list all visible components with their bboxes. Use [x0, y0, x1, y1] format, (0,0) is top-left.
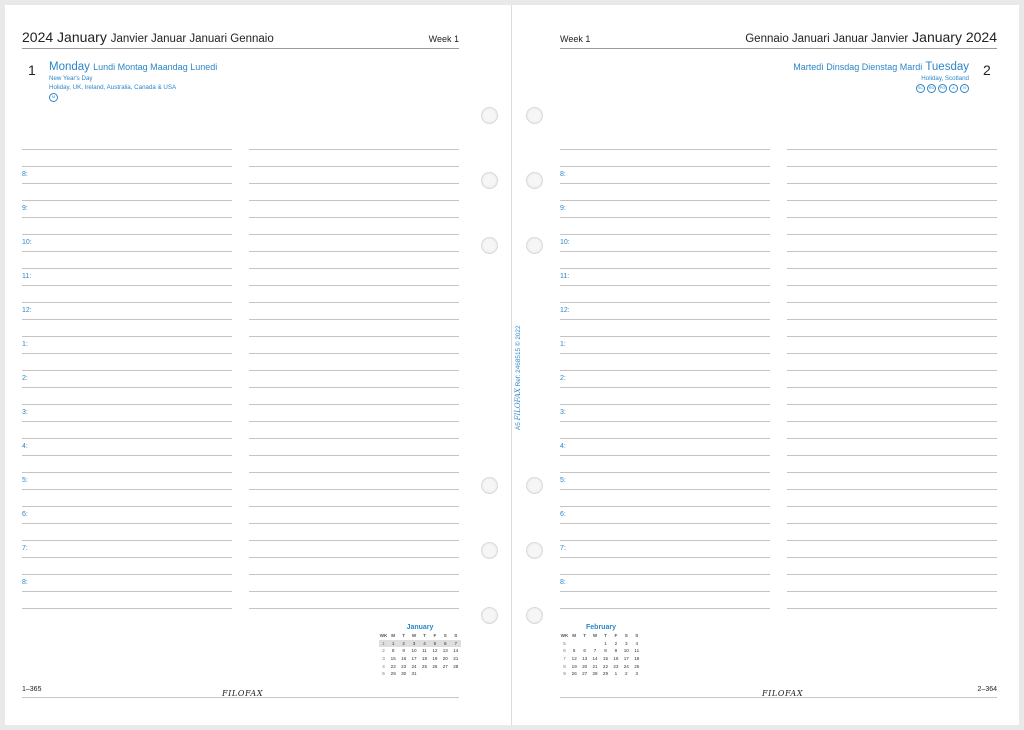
mini-calendar-day-cell: [590, 640, 600, 648]
right-page-number: 2–364: [977, 686, 997, 693]
writing-line: [560, 438, 770, 439]
writing-line: [560, 268, 770, 269]
writing-line: [249, 404, 459, 405]
mini-calendar-day-cell: [430, 670, 440, 678]
mini-calendar-header-cell: WK: [560, 633, 569, 639]
writing-line: [249, 268, 459, 269]
writing-line: [249, 251, 459, 252]
mini-calendar-day-cell: 31: [411, 671, 417, 677]
writing-line: [787, 166, 997, 167]
hour-label: 9:: [22, 205, 28, 212]
mini-calendar-day-cell: 14: [592, 656, 598, 662]
mini-calendar-header-cell: T: [423, 633, 426, 639]
mini-calendar-header-cell: S: [443, 633, 447, 639]
writing-line: [560, 319, 770, 320]
writing-line: [560, 183, 770, 184]
writing-line: [787, 608, 997, 609]
mini-calendar-day-cell: 12: [432, 648, 438, 654]
hour-label: 10:: [560, 239, 570, 246]
mini-calendar-day-cell: 2: [382, 648, 385, 654]
left-brand-logo: FILOFAX: [222, 689, 264, 698]
mini-calendar-day-cell: 23: [401, 663, 407, 669]
writing-line: [249, 591, 459, 592]
left-header: [22, 26, 459, 49]
right-month-title: Gennaio Januari Januar Janvier January 2024: [745, 29, 997, 45]
writing-line: [22, 319, 232, 320]
writing-line: [249, 387, 459, 388]
writing-line: [249, 183, 459, 184]
spine-reference-text: A5 FILOFAX Ref: 2468515 © 2022: [514, 325, 522, 430]
mini-calendar-day-cell: 14: [453, 648, 459, 654]
mini-calendar-day-cell: 27: [582, 671, 588, 677]
binder-hole: [481, 542, 498, 559]
writing-line: [787, 557, 997, 558]
writing-line: [560, 489, 770, 490]
mini-calendar-header-cell: T: [604, 633, 607, 639]
writing-line: [22, 523, 232, 524]
writing-line: [249, 557, 459, 558]
mini-calendar-day-cell: 3: [409, 640, 419, 648]
mini-calendar-day-cell: 17: [411, 656, 417, 662]
writing-line: [249, 200, 459, 201]
writing-line: [787, 455, 997, 456]
left-day-notes: [49, 75, 176, 92]
right-brand-logo: FILOFAX: [762, 689, 804, 698]
mini-calendar-day-cell: [569, 640, 579, 648]
hour-label: 8:: [560, 171, 566, 178]
writing-line: [249, 608, 459, 609]
mini-calendar-day-cell: 9: [402, 648, 405, 654]
mini-calendar-day-cell: 3: [625, 640, 628, 646]
left-week-label: Week 1: [428, 34, 459, 44]
writing-line: [22, 200, 232, 201]
writing-line: [560, 404, 770, 405]
mini-calendar-day-cell: 19: [432, 656, 438, 662]
mini-calendar-day-cell: 5: [572, 648, 576, 654]
right-day-name: Martedì Dinsdag Dienstag Mardi Tuesday: [793, 61, 969, 73]
writing-line: [787, 370, 997, 371]
writing-line: [249, 455, 459, 456]
writing-line: [787, 489, 997, 490]
mini-calendar-day-cell: 4: [635, 640, 639, 646]
mini-calendar-header-cell: W: [411, 633, 417, 639]
hour-label: 8:: [22, 171, 28, 178]
mini-calendar-day-cell: 6: [563, 648, 566, 654]
hour-label: 4:: [560, 443, 566, 450]
mini-calendar-month: January: [406, 624, 434, 631]
binder-hole: [481, 607, 498, 624]
writing-line: [787, 183, 997, 184]
writing-line: [560, 574, 770, 575]
writing-line: [22, 489, 232, 490]
hour-label: 8:: [22, 579, 28, 586]
writing-line: [787, 251, 997, 252]
mini-calendar-day-cell: 17: [623, 656, 629, 662]
right-mini-calendar: [560, 624, 642, 678]
mini-calendar-day-cell: 5: [430, 640, 440, 648]
writing-line: [560, 455, 770, 456]
writing-line: [560, 608, 770, 609]
writing-line: [249, 234, 459, 235]
mini-calendar-day-cell: 9: [614, 648, 618, 654]
writing-line: [249, 217, 459, 218]
writing-line: [787, 353, 997, 354]
hour-label: 7:: [22, 545, 28, 552]
writing-line: [560, 421, 770, 422]
writing-line: [22, 217, 232, 218]
mini-calendar-day-cell: 18: [421, 656, 428, 662]
mini-calendar-header-cell: M: [572, 633, 577, 639]
mini-calendar-day-cell: 3: [635, 671, 639, 677]
mini-calendar-day-cell: 24: [411, 663, 417, 669]
writing-line: [249, 489, 459, 490]
right-day-number: 2: [983, 62, 991, 78]
writing-line: [249, 438, 459, 439]
writing-line: [249, 370, 459, 371]
hour-label: 1:: [22, 341, 28, 348]
mini-calendar-day-cell: 29: [602, 671, 609, 677]
mini-calendar-day-cell: [451, 670, 461, 678]
right-day-notes: [921, 75, 969, 84]
mini-calendar-day-cell: 1: [379, 640, 388, 648]
writing-line: [560, 370, 770, 371]
writing-line: [22, 234, 232, 235]
writing-line: [787, 285, 997, 286]
writing-line: [787, 574, 997, 575]
hour-label: 1:: [560, 341, 566, 348]
binder-hole: [481, 477, 498, 494]
mini-calendar-day-cell: 10: [411, 648, 417, 654]
holiday-badge: M: [49, 93, 58, 102]
writing-line: [249, 302, 459, 303]
mini-calendar-day-cell: 10: [623, 648, 629, 654]
hour-label: 9:: [560, 205, 566, 212]
writing-line: [249, 285, 459, 286]
mini-calendar-day-cell: 23: [613, 663, 619, 669]
writing-line: [560, 149, 770, 150]
mini-calendar-day-cell: 15: [390, 656, 396, 662]
hour-label: 11:: [22, 273, 32, 280]
right-header: [560, 26, 997, 49]
mini-calendar-header-cell: T: [402, 633, 406, 639]
writing-line: [787, 540, 997, 541]
mini-calendar-day-cell: 24: [623, 663, 629, 669]
writing-line: [787, 234, 997, 235]
mini-calendar-header-cell: S: [624, 633, 628, 639]
writing-line: [249, 574, 459, 575]
writing-line: [560, 591, 770, 592]
mini-calendar-day-cell: 21: [453, 656, 459, 662]
hour-label: 4:: [22, 443, 28, 450]
writing-line: [560, 200, 770, 201]
writing-line: [249, 353, 459, 354]
writing-line: [249, 523, 459, 524]
mini-calendar-day-cell: 9: [563, 671, 566, 677]
hour-label: 7:: [560, 545, 566, 552]
left-mini-calendar: [379, 624, 461, 678]
writing-line: [787, 438, 997, 439]
writing-line: [787, 523, 997, 524]
left-page-number: 1–365: [22, 686, 42, 693]
binder-hole: [481, 172, 498, 189]
writing-line: [22, 574, 232, 575]
mini-calendar-day-cell: 27: [442, 663, 448, 669]
writing-line: [787, 591, 997, 592]
writing-line: [560, 166, 770, 167]
mini-calendar-day-cell: 18: [634, 656, 640, 662]
writing-line: [560, 336, 770, 337]
left-month-title: 2024 January Janvier Januar Januari Gennaio: [22, 29, 274, 45]
binder-hole: [481, 107, 498, 124]
left-page: [5, 0, 512, 720]
binder-hole: [526, 107, 543, 124]
writing-line: [22, 608, 232, 609]
writing-line: [22, 421, 232, 422]
writing-line: [787, 268, 997, 269]
hour-label: 11:: [560, 273, 570, 280]
writing-line: [787, 421, 997, 422]
left-holiday-name: New Year's Day: [49, 75, 93, 82]
left-holiday-badges: [49, 93, 58, 102]
mini-calendar-day-cell: 2: [625, 671, 628, 677]
writing-line: [560, 234, 770, 235]
mini-calendar-day-cell: 20: [442, 656, 448, 662]
mini-calendar-day-cell: [419, 670, 429, 678]
writing-line: [22, 472, 232, 473]
writing-line: [787, 336, 997, 337]
mini-calendar-day-cell: 1: [388, 640, 398, 648]
mini-calendar-day-cell: 19: [571, 663, 577, 669]
writing-line: [22, 183, 232, 184]
right-page: [512, 0, 1019, 720]
mini-calendar-day-cell: 8: [391, 648, 395, 654]
mini-calendar-day-cell: 15: [602, 656, 609, 662]
writing-line: [787, 302, 997, 303]
mini-calendar-day-cell: 5: [382, 671, 385, 677]
hour-label: 6:: [560, 511, 566, 518]
mini-calendar-day-cell: 25: [634, 663, 640, 669]
mini-calendar-day-cell: 8: [563, 663, 566, 669]
mini-calendar-day-cell: 21: [592, 663, 598, 669]
mini-calendar-header-cell: WK: [379, 633, 388, 639]
writing-line: [249, 506, 459, 507]
binder-hole: [526, 172, 543, 189]
hour-label: 5:: [22, 477, 28, 484]
mini-calendar-day-cell: 11: [634, 648, 640, 654]
mini-calendar-header-cell: T: [583, 633, 587, 639]
writing-line: [787, 404, 997, 405]
mini-calendar-day-cell: 28: [453, 663, 459, 669]
mini-calendar-day-cell: 26: [432, 663, 438, 669]
writing-line: [22, 268, 232, 269]
writing-line: [560, 506, 770, 507]
writing-line: [787, 319, 997, 320]
writing-line: [249, 149, 459, 150]
mini-calendar-day-cell: 4: [419, 640, 429, 648]
mini-calendar-header-cell: M: [391, 633, 396, 639]
mini-calendar-day-cell: 6: [440, 640, 450, 648]
left-holiday-regions: Holiday, UK, Ireland, Australia, Canada & USA: [49, 83, 177, 91]
writing-line: [787, 506, 997, 507]
writing-line: [249, 166, 459, 167]
hour-label: 5:: [560, 477, 566, 484]
writing-line: [22, 336, 232, 337]
writing-line: [22, 404, 232, 405]
mini-calendar-day-cell: 25: [421, 663, 428, 669]
mini-calendar-day-cell: 8: [604, 648, 607, 654]
right-holiday-badges: [916, 84, 969, 93]
writing-line: [787, 472, 997, 473]
left-day-number: 1: [28, 62, 36, 78]
hour-label: 12:: [560, 307, 570, 314]
binder-hole: [526, 477, 543, 494]
holiday-badge: N: [960, 84, 969, 93]
mini-calendar-day-cell: 20: [582, 663, 588, 669]
mini-calendar-day-cell: 29: [390, 671, 396, 677]
binder-hole: [526, 542, 543, 559]
binder-hole: [481, 237, 498, 254]
mini-calendar-day-cell: 3: [382, 656, 385, 662]
mini-calendar-day-cell: 30: [401, 671, 407, 677]
mini-calendar-day-cell: 12: [571, 656, 577, 662]
writing-line: [560, 302, 770, 303]
mini-calendar-day-cell: 28: [592, 671, 598, 677]
mini-calendar-day-cell: [440, 670, 450, 678]
right-holiday-name: Holiday, Scotland: [921, 75, 969, 82]
writing-line: [22, 506, 232, 507]
mini-calendar-day-cell: 1: [604, 640, 607, 646]
mini-calendar-day-cell: 26: [571, 671, 577, 677]
writing-line: [22, 591, 232, 592]
writing-line: [22, 455, 232, 456]
mini-calendar-day-cell: 7: [593, 648, 597, 654]
binder-hole: [526, 607, 543, 624]
writing-line: [787, 387, 997, 388]
mini-calendar-header-cell: S: [635, 633, 639, 639]
hour-label: 2:: [560, 375, 566, 382]
writing-line: [249, 540, 459, 541]
holiday-badge: SC: [916, 84, 925, 93]
mini-calendar-day-cell: 13: [442, 648, 448, 654]
hour-label: 3:: [22, 409, 28, 416]
mini-calendar-day-cell: 2: [614, 640, 618, 646]
writing-line: [22, 251, 232, 252]
writing-line: [22, 285, 232, 286]
mini-calendar-day-cell: 11: [422, 648, 427, 654]
mini-calendar-day-cell: 16: [613, 656, 619, 662]
writing-line: [560, 251, 770, 252]
mini-calendar-day-cell: 22: [390, 663, 396, 669]
mini-calendar-header-cell: F: [614, 633, 618, 639]
hour-label: 12:: [22, 307, 32, 314]
writing-line: [560, 217, 770, 218]
hour-label: 6:: [22, 511, 28, 518]
writing-line: [249, 421, 459, 422]
writing-line: [22, 387, 232, 388]
writing-line: [22, 149, 232, 150]
writing-line: [560, 557, 770, 558]
writing-line: [560, 472, 770, 473]
mini-calendar-day-cell: 16: [401, 656, 407, 662]
writing-line: [560, 353, 770, 354]
writing-line: [22, 540, 232, 541]
mini-calendar-header-cell: S: [454, 633, 458, 639]
writing-line: [787, 200, 997, 201]
mini-calendar-month: February: [586, 624, 616, 631]
holiday-badge: A: [949, 84, 958, 93]
writing-line: [22, 302, 232, 303]
writing-line: [560, 540, 770, 541]
writing-line: [787, 217, 997, 218]
hour-label: 2:: [22, 375, 28, 382]
binder-hole: [526, 237, 543, 254]
left-day-name: Monday Lundi Montag Maandag Lunedi: [49, 61, 218, 73]
mini-calendar-day-cell: 22: [602, 663, 609, 669]
writing-line: [22, 353, 232, 354]
hour-label: 3:: [560, 409, 566, 416]
mini-calendar-day-cell: 7: [451, 640, 461, 648]
mini-calendar-day-cell: 13: [582, 656, 588, 662]
writing-line: [22, 557, 232, 558]
mini-calendar-day-cell: 2: [398, 640, 408, 648]
mini-calendar-day-cell: 5: [563, 640, 566, 646]
writing-line: [560, 285, 770, 286]
mini-calendar-day-cell: [579, 640, 589, 648]
writing-line: [560, 387, 770, 388]
writing-line: [22, 166, 232, 167]
writing-line: [249, 336, 459, 337]
mini-calendar-day-cell: 4: [382, 663, 385, 669]
writing-line: [249, 472, 459, 473]
hour-label: 10:: [22, 239, 32, 246]
writing-line: [560, 523, 770, 524]
mini-calendar-day-cell: 6: [583, 648, 586, 654]
mini-calendar-day-cell: 1: [614, 671, 618, 677]
right-week-label: Week 1: [560, 34, 591, 44]
mini-calendar-header-cell: W: [592, 633, 598, 639]
writing-line: [22, 438, 232, 439]
writing-line: [787, 149, 997, 150]
mini-calendar-header-cell: F: [433, 633, 437, 639]
writing-line: [249, 319, 459, 320]
holiday-badge: RD: [927, 84, 936, 93]
holiday-badge: PO: [938, 84, 947, 93]
writing-line: [22, 370, 232, 371]
mini-calendar-day-cell: 7: [563, 656, 566, 662]
hour-label: 8:: [560, 579, 566, 586]
